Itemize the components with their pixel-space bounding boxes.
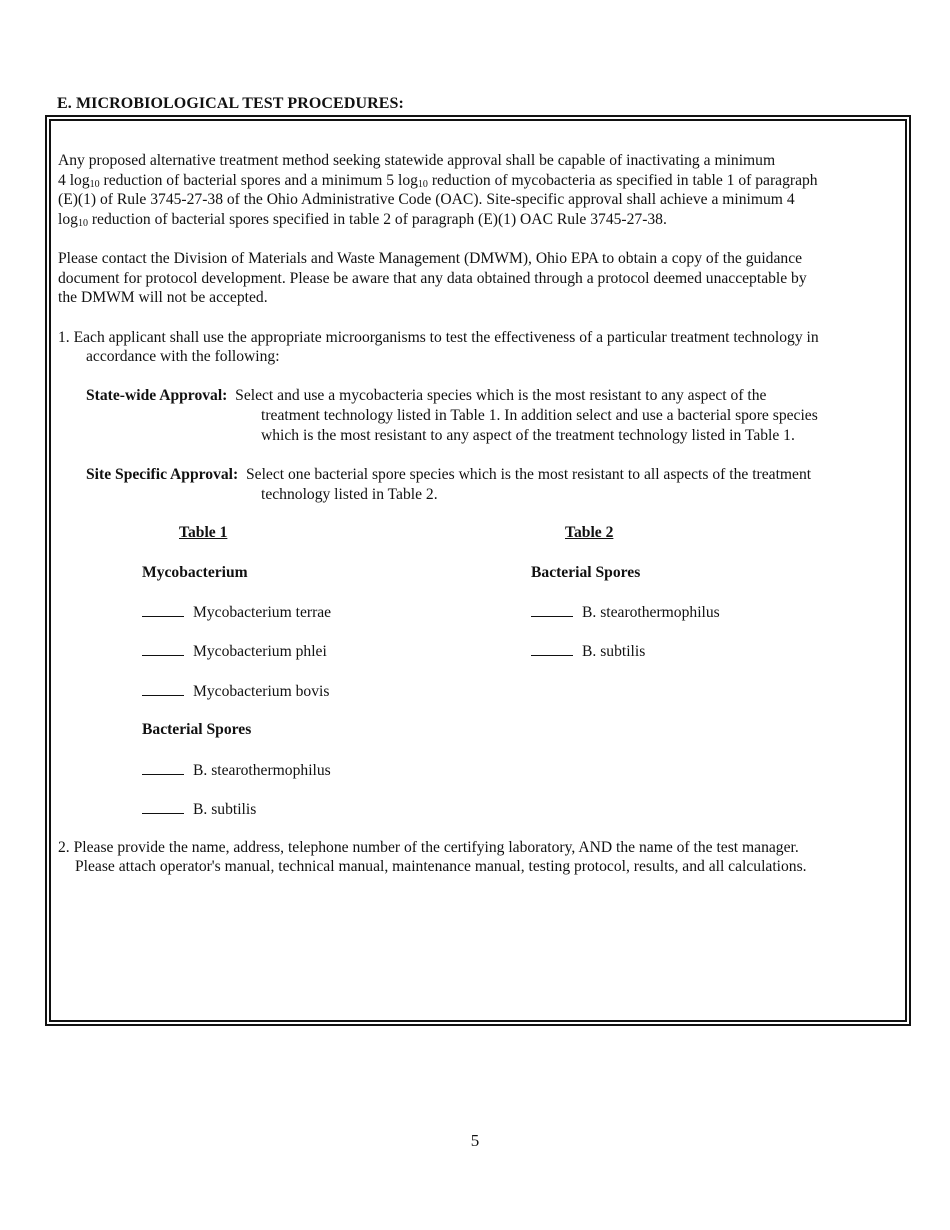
checkbox-blank[interactable] [531,641,573,656]
item-1-line2: accordance with the following: [86,348,280,365]
intro-p1-line1: Any proposed alternative treatment method seeking statewide approval shall be capable of inactivating a minimum [58,152,776,169]
table-1-title: Table 1 [179,524,228,541]
statewide-approval [86,386,766,406]
checkbox-blank[interactable] [142,602,184,617]
text: reduction of bacterial spores and a minimum 5 log [99,172,418,189]
subscript: 10 [417,179,428,190]
table-2-entry [531,641,645,662]
intro-p2-line2: document for protocol development. Please be aware that any data obtained through a protocol deemed unacceptable by [58,270,807,287]
table-1-entry [142,641,327,662]
item-2-line1: 2. Please provide the name, address, telephone number of the certifying laboratory, AND the name of the test manager. [58,839,799,856]
table-1-mycobacterium-heading: Mycobacterium [142,564,248,581]
statewide-line2: treatment technology listed in Table 1. In addition select and use a bacterial spore species [261,407,818,424]
site-specific-line2: technology listed in Table 2. [261,486,438,503]
table-1-entry [142,602,331,623]
organism-name: B. subtilis [582,643,646,660]
site-specific-line1: Select one bacterial spore species which is the most resistant to all aspects of the treatment [245,466,812,483]
text: log [58,211,78,228]
intro-p2-line1: Please contact the Division of Materials and Waste Management (DMWM), Ohio EPA to obtain a copy of the guidance [58,250,803,267]
checkbox-blank[interactable] [142,681,184,696]
subscript: 10 [89,179,100,190]
table-1-spores-heading: Bacterial Spores [142,721,252,738]
table-2-title: Table 2 [565,524,614,541]
item-1-line1: 1. Each applicant shall use the appropriate microorganisms to test the effectiveness of a particular treatment technology in [58,329,819,346]
text: 4 log [58,172,90,189]
statewide-line1: Select and use a mycobacteria species which is the most resistant to any aspect of the [235,387,767,404]
text: reduction of bacterial spores specified in table 2 of paragraph (E)(1) OAC Rule 3745-27-38. [87,211,667,228]
intro-p1-line2 [58,171,898,191]
statewide-line3: which is the most resistant to any aspect of the treatment technology listed in Table 1. [261,427,795,444]
site-specific-approval [86,465,811,485]
table-1-entry [142,799,256,820]
section-title: E. MICROBIOLOGICAL TEST PROCEDURES: [57,95,404,112]
item-2-line2: Please attach operator's manual, technical manual, maintenance manual, testing protocol, results, and all calculations. [75,858,807,875]
table-1-entry [142,681,329,702]
text: reduction of mycobacteria as specified in table 1 of paragraph [427,172,818,189]
organism-name: Mycobacterium phlei [193,643,327,660]
organism-name: B. subtilis [193,801,257,818]
site-specific-label: Site Specific Approval: [86,466,239,483]
intro-p1-line4 [58,210,898,230]
page-number: 5 [470,1131,480,1150]
checkbox-blank[interactable] [142,760,184,775]
organism-name: B. stearothermophilus [582,604,720,621]
intro-p2-line3: the DMWM will not be accepted. [58,289,268,306]
organism-name: Mycobacterium bovis [193,683,330,700]
table-2-spores-heading: Bacterial Spores [531,564,641,581]
table-1-entry [142,760,331,781]
statewide-label: State-wide Approval: [86,387,228,404]
subscript: 10 [77,218,88,229]
checkbox-blank[interactable] [531,602,573,617]
intro-p1-line3: (E)(1) of Rule 3745-27-38 of the Ohio Administrative Code (OAC). Site-specific approval shall achieve a minimum 4 [58,191,795,208]
table-2-entry [531,602,720,623]
organism-name: Mycobacterium terrae [193,604,332,621]
checkbox-blank[interactable] [142,799,184,814]
checkbox-blank[interactable] [142,641,184,656]
organism-name: B. stearothermophilus [193,762,331,779]
